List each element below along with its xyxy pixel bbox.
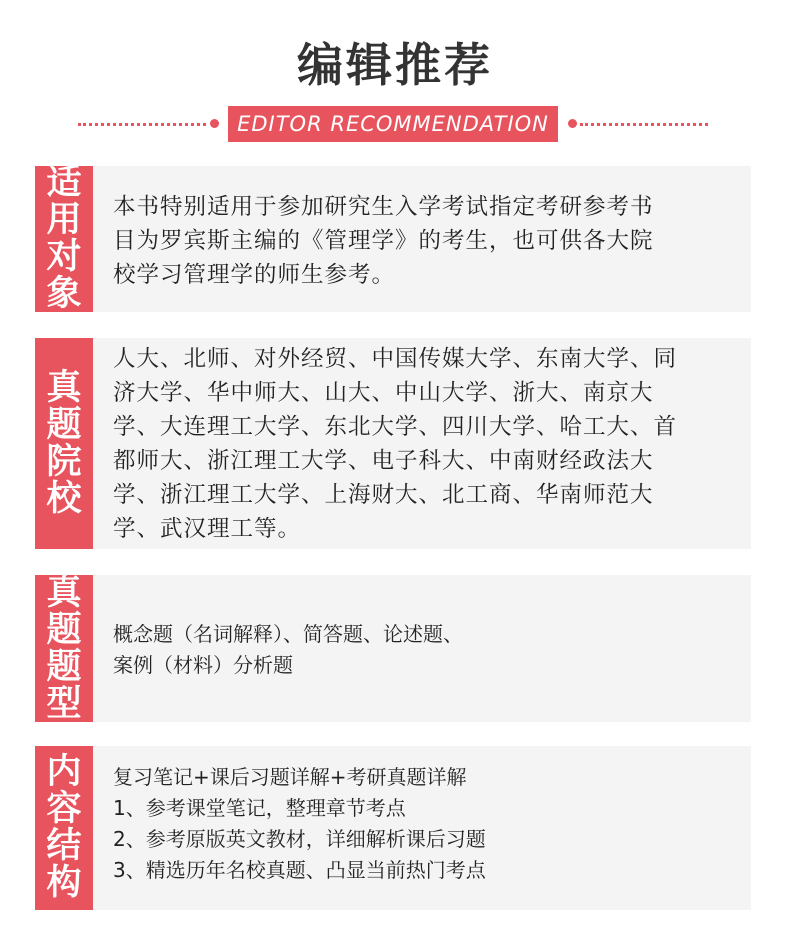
- section-content-structure: [35, 746, 751, 910]
- tag-char: 结: [46, 826, 82, 866]
- section-tag: [35, 338, 93, 549]
- divider-dot-right: [568, 119, 577, 128]
- body-line: 学、大连理工大学、东北大学、四川大学、哈工大、首: [113, 414, 678, 440]
- tag-char: 院: [46, 441, 82, 482]
- tag-char: 真: [46, 572, 82, 613]
- tag-char: 真: [46, 367, 82, 408]
- body-line: 校学习管理学的师生参考。: [113, 262, 396, 288]
- subtitle-banner: [0, 106, 790, 142]
- tag-char: 内: [46, 752, 82, 792]
- tag-char: 题: [46, 404, 82, 445]
- body-line: 学、浙江理工大学、上海财大、北工商、华南师范大: [113, 482, 654, 508]
- section-body: [113, 762, 733, 886]
- section-body: [113, 619, 733, 681]
- section-target-audience: [35, 163, 751, 314]
- body-line: 都师大、浙江理工大学、电子科大、中南财经政法大: [113, 448, 654, 474]
- body-line: 学、武汉理工等。: [113, 516, 302, 542]
- body-line: 案例（材料）分析题: [113, 653, 293, 677]
- tag-char: 型: [46, 683, 82, 724]
- tag-char: 构: [46, 863, 82, 903]
- body-line: 1、参考课堂笔记，整理章节考点: [113, 796, 406, 820]
- section-exam-schools: [35, 338, 751, 549]
- tag-char: 题: [46, 609, 82, 650]
- section-body: [113, 190, 733, 292]
- tag-char: 适: [46, 163, 82, 203]
- tag-char: 用: [46, 200, 82, 240]
- section-tag: [35, 163, 93, 314]
- section-tag: [35, 746, 93, 910]
- section-tag: [35, 572, 93, 724]
- body-line: 济大学、华中师大、山大、中山大学、浙大、南京大: [113, 380, 654, 406]
- tag-char: 校: [46, 478, 82, 519]
- tag-char: 对: [46, 237, 82, 277]
- body-line: 人大、北师、对外经贸、中国传媒大学、东南大学、同: [113, 346, 678, 372]
- body-line: 2、参考原版英文教材，详细解析课后习题: [113, 827, 486, 851]
- tag-char: 象: [46, 274, 82, 314]
- body-line: 目为罗宾斯主编的《管理学》的考生，也可供各大院: [113, 228, 654, 254]
- page-title: 编辑推荐: [297, 38, 493, 92]
- section-question-types: [35, 572, 751, 724]
- divider-dot-left: [210, 119, 219, 128]
- body-line: 概念题（名词解释）、简答题、论述题、: [113, 622, 463, 646]
- tag-char: 题: [46, 646, 82, 687]
- body-line: 复习笔记+课后习题详解+考研真题详解: [113, 765, 467, 789]
- section-body: [113, 342, 733, 546]
- dotted-divider-right: [580, 123, 708, 126]
- dotted-divider-left: [78, 123, 206, 126]
- body-line: 本书特别适用于参加研究生入学考试指定考研参考书: [113, 194, 654, 220]
- body-line: 3、精选历年名校真题、凸显当前热门考点: [113, 858, 486, 882]
- tag-char: 容: [46, 789, 82, 829]
- subtitle-pill: EDITOR RECOMMENDATION: [228, 106, 558, 142]
